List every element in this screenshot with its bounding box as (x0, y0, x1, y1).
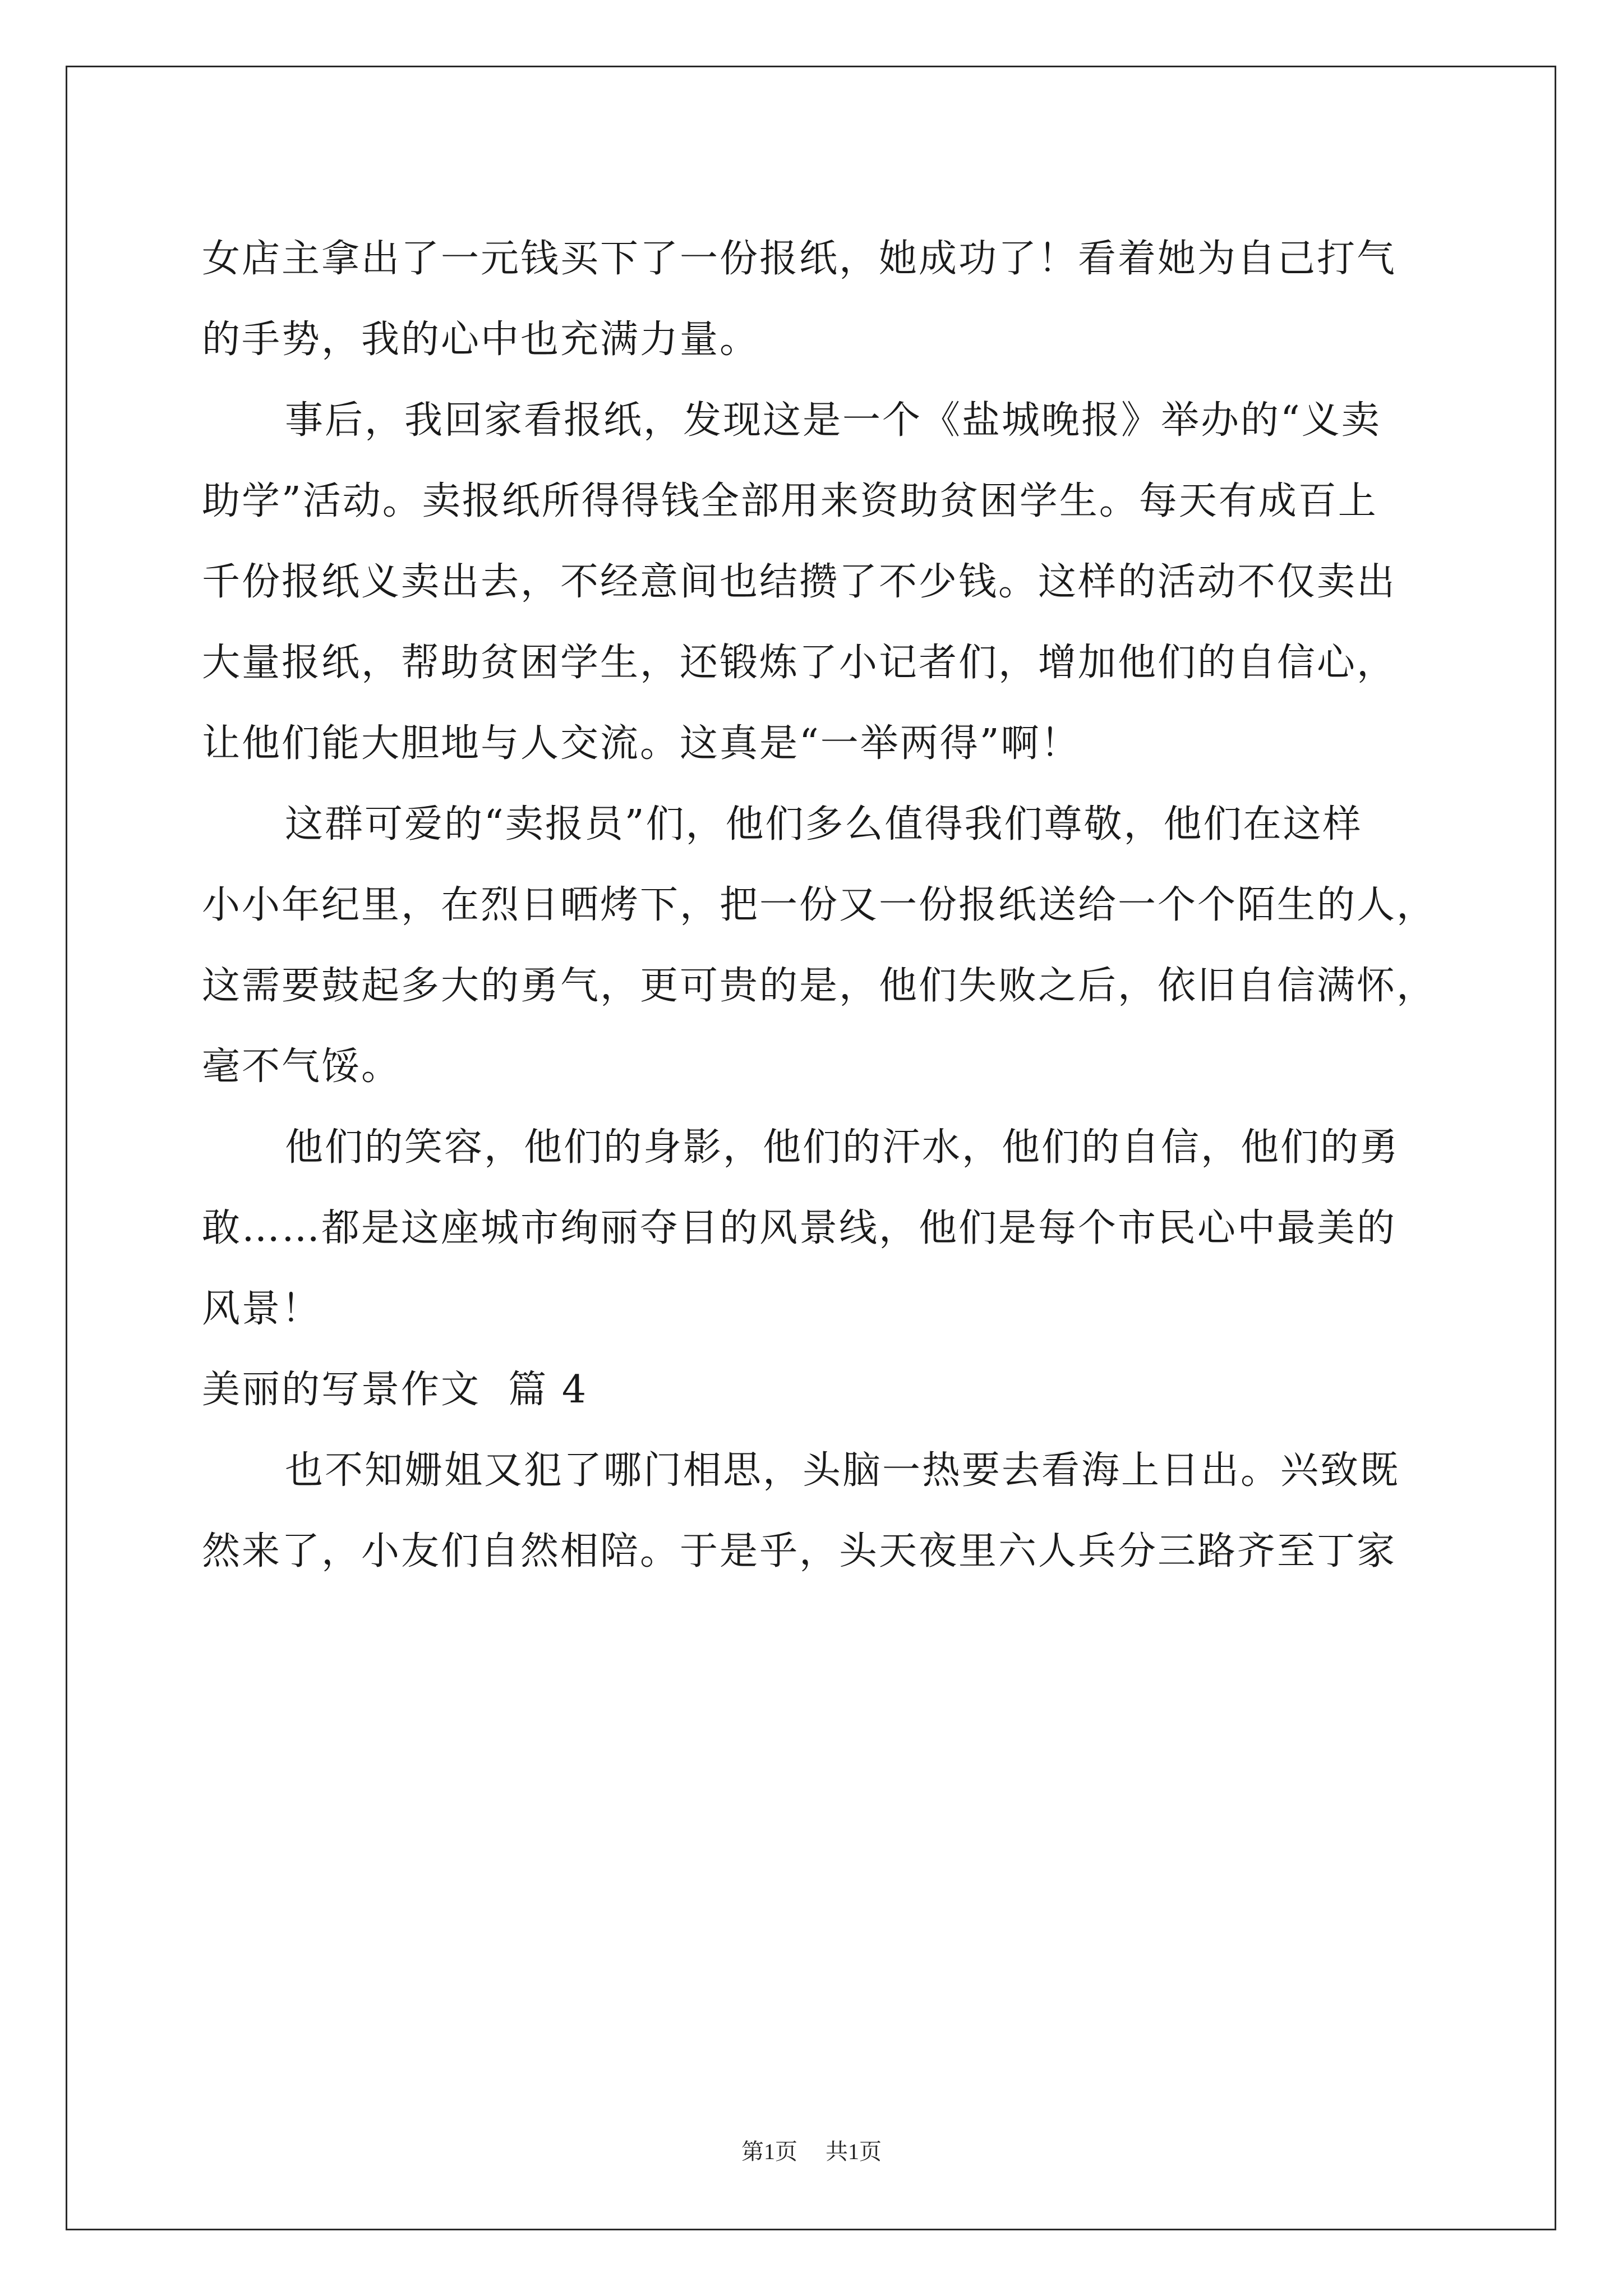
page-number-current: 第1页 (741, 2139, 797, 2164)
paragraph-line: 然来了，小友们自然相陪。于是乎，头天夜里六人兵分三路齐至丁家 (202, 1529, 1397, 1573)
page-number-total: 共1页 (826, 2139, 882, 2164)
paragraph-line: 敢……都是这座城市绚丽夺目的风景线，他们是每个市民心中最美的 (202, 1206, 1397, 1250)
paragraph-line: 让他们能大胆地与人交流。这真是“一举两得”啊！ (202, 721, 1081, 766)
paragraph-line: 大量报纸，帮助贫困学生，还锻炼了小记者们，增加他们的自信心， (202, 641, 1397, 685)
paragraph-line: 风景！ (202, 1287, 322, 1331)
paragraph-line: 千份报纸义卖出去，不经意间也结攒了不少钱。这样的活动不仅卖出 (202, 560, 1397, 604)
page-footer (0, 2138, 1623, 2165)
paragraph-line: 的手势，我的心中也充满力量。 (202, 318, 760, 362)
paragraph-line: 这群可爱的“卖报员”们，他们多么值得我们尊敬，他们在这样 (285, 802, 1363, 846)
section-heading: 美丽的写景作文 篇 4 (202, 1368, 588, 1412)
paragraph-line: 这需要鼓起多大的勇气，更可贵的是，他们失败之后，依旧自信满怀， (202, 964, 1437, 1008)
paragraph-line: 他们的笑容，他们的身影，他们的汗水，他们的自信，他们的勇 (285, 1125, 1400, 1170)
paragraph-line: 事后，我回家看报纸，发现这是一个《盐城晚报》举办的“义卖 (285, 398, 1381, 443)
paragraph-line: 也不知姗姐又犯了哪门相思，头脑一热要去看海上日出。兴致既 (285, 1448, 1400, 1493)
paragraph-line: 助学”活动。卖报纸所得得钱全部用来资助贫困学生。每天有成百上 (202, 479, 1378, 523)
paragraph-line: 毫不气馁。 (202, 1045, 402, 1089)
paragraph-line: 女店主拿出了一元钱买下了一份报纸，她成功了！看着她为自己打气 (202, 237, 1397, 281)
paragraph-line: 小小年纪里，在烈日晒烤下，把一份又一份报纸送给一个个陌生的人， (202, 883, 1437, 927)
document-body (202, 219, 1436, 1592)
